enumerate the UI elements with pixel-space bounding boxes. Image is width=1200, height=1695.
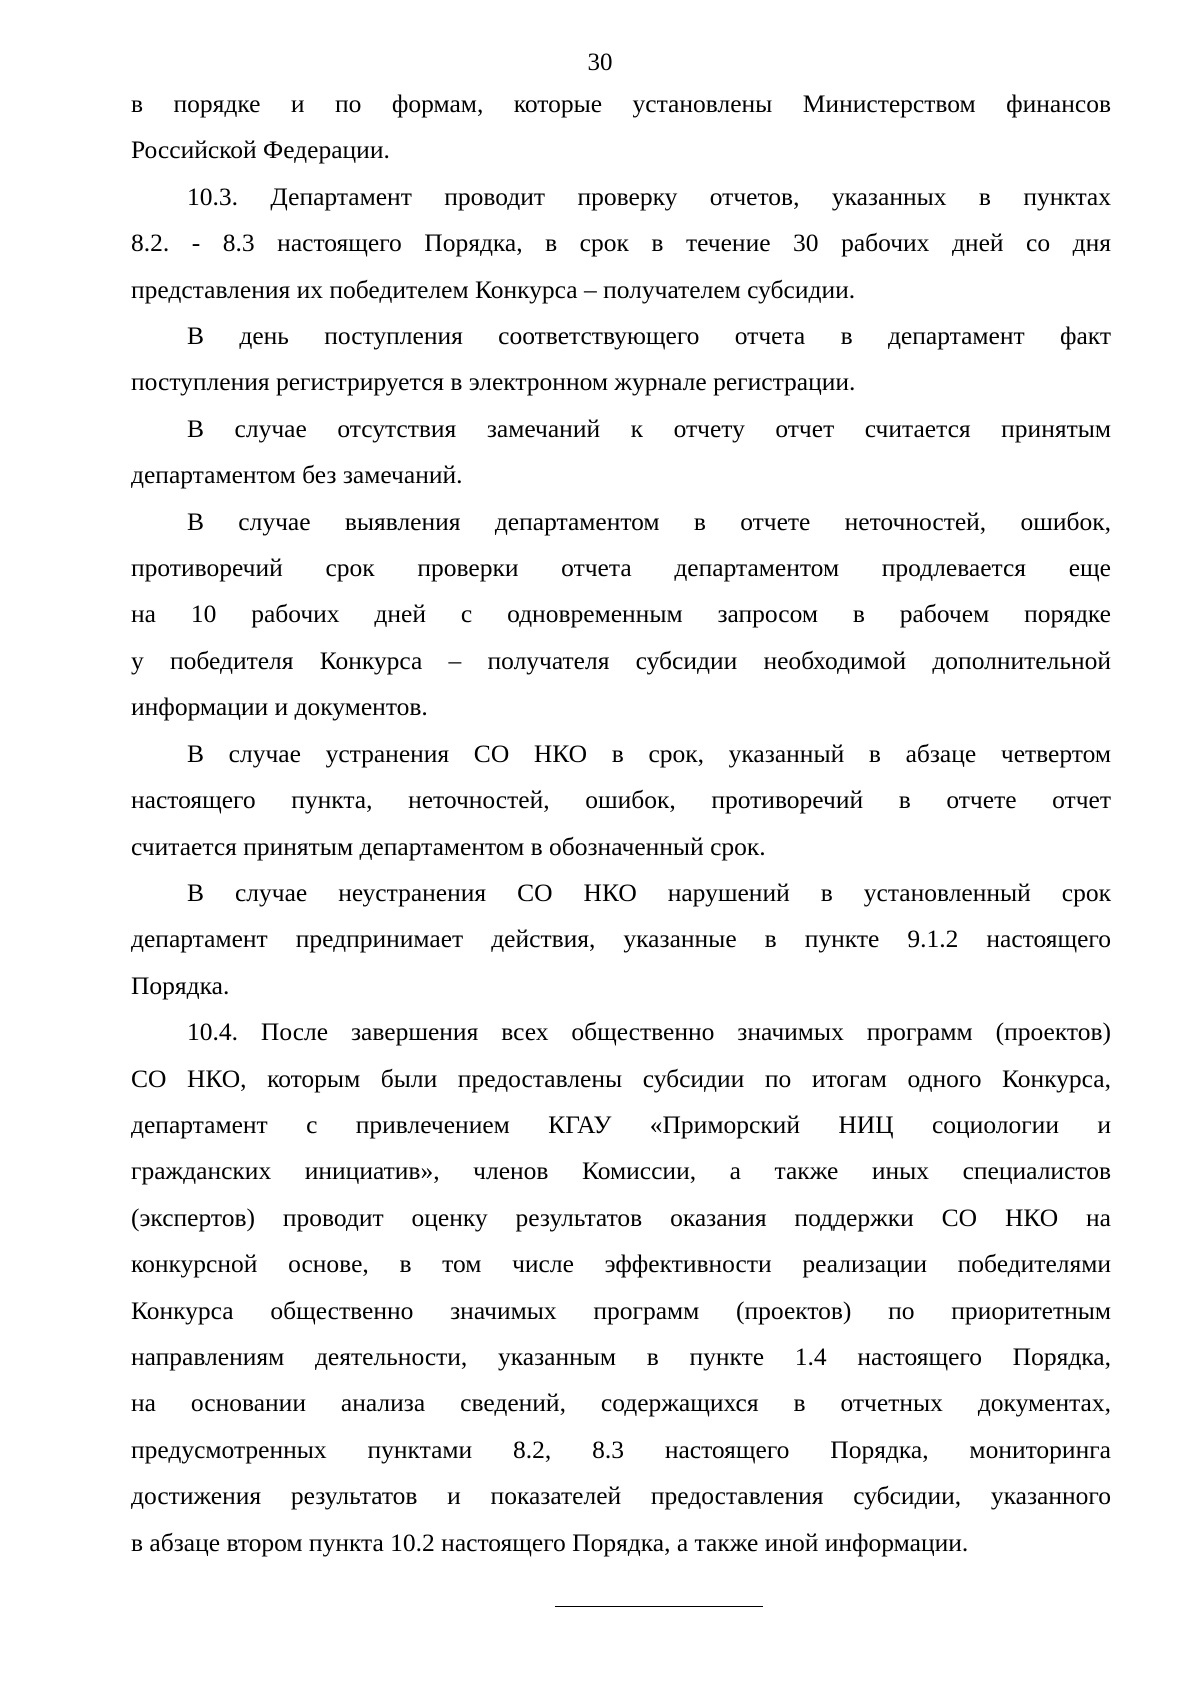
text-line: информации и документов. bbox=[131, 692, 428, 722]
paragraph bbox=[131, 499, 1111, 731]
text-line: департаментом без замечаний. bbox=[131, 460, 463, 490]
text-line: на 10 рабочих дней с одновременным запросом в рабочем порядке bbox=[131, 599, 1111, 629]
text-line: Конкурса общественно значимых программ (проектов) по приоритетным bbox=[131, 1295, 1111, 1325]
text-line: В день поступления соответствующего отчета в департамент факт bbox=[187, 321, 1111, 351]
paragraph bbox=[131, 174, 1111, 313]
text-line: департамент предпринимает действия, указанные в пункте 9.1.2 настоящего bbox=[131, 924, 1111, 954]
text-line: противоречий срок проверки отчета департаментом продлевается еще bbox=[131, 553, 1111, 583]
text-line: 10.4. После завершения всех общественно значимых программ (проектов) bbox=[187, 1017, 1111, 1047]
paragraph bbox=[131, 406, 1111, 499]
text-line: (экспертов) проводит оценку результатов оказания поддержки СО НКО на bbox=[131, 1202, 1111, 1232]
text-line: департамент с привлечением КГАУ «Приморский НИЦ социологии и bbox=[131, 1109, 1111, 1139]
text-line: В случае неустранения СО НКО нарушений в установленный срок bbox=[187, 877, 1111, 907]
text-line: в порядке и по формам, которые установлены Министерством финансов bbox=[131, 89, 1111, 118]
text-line: В случае отсутствия замечаний к отчету отчет считается принятым bbox=[187, 413, 1111, 443]
text-line: гражданских инициатив», членов Комиссии, а также иных специалистов bbox=[131, 1156, 1111, 1186]
text-line: 10.3. Департамент проводит проверку отчетов, указанных в пунктах bbox=[187, 181, 1111, 211]
text-line: Российской Федерации. bbox=[131, 135, 390, 165]
text-line: считается принятым департаментом в обозначенный срок. bbox=[131, 831, 766, 861]
text-line: направлениям деятельности, указанным в пункте 1.4 настоящего Порядка, bbox=[131, 1341, 1111, 1371]
text-line: В случае устранения СО НКО в срок, указанный в абзаце четвертом bbox=[187, 738, 1111, 768]
text-line: достижения результатов и показателей предоставления субсидии, указанного bbox=[131, 1481, 1111, 1511]
page-number: 30 bbox=[587, 49, 613, 76]
text-line: В случае выявления департаментом в отчете неточностей, ошибок, bbox=[187, 506, 1111, 536]
document-body bbox=[131, 81, 1111, 1566]
paragraph bbox=[131, 313, 1111, 406]
paragraph bbox=[131, 870, 1111, 1009]
text-line: конкурсной основе, в том числе эффективности реализации победителями bbox=[131, 1249, 1111, 1279]
paragraph bbox=[131, 731, 1111, 870]
text-line: в абзаце втором пункта 10.2 настоящего Порядка, а также иной информации. bbox=[131, 1527, 969, 1557]
text-line: настоящего пункта, неточностей, ошибок, противоречий в отчете отчет bbox=[131, 785, 1111, 815]
text-line: Порядка. bbox=[131, 970, 230, 1000]
text-line: СО НКО, которым были предоставлены субсидии по итогам одного Конкурса, bbox=[131, 1063, 1111, 1093]
text-line: поступления регистрируется в электронном журнале регистрации. bbox=[131, 367, 856, 397]
text-line: предусмотренных пунктами 8.2, 8.3 настоящего Порядка, мониторинга bbox=[131, 1434, 1111, 1464]
end-of-text-rule bbox=[555, 1606, 763, 1607]
text-line: 8.2. - 8.3 настоящего Порядка, в срок в течение 30 рабочих дней со дня bbox=[131, 228, 1111, 258]
text-line: представления их победителем Конкурса – получателем субсидии. bbox=[131, 274, 856, 304]
text-line: у победителя Конкурса – получателя субсидии необходимой дополнительной bbox=[131, 645, 1111, 675]
paragraph bbox=[131, 1009, 1111, 1566]
text-line: на основании анализа сведений, содержащихся в отчетных документах, bbox=[131, 1388, 1111, 1418]
paragraph bbox=[131, 81, 1111, 174]
